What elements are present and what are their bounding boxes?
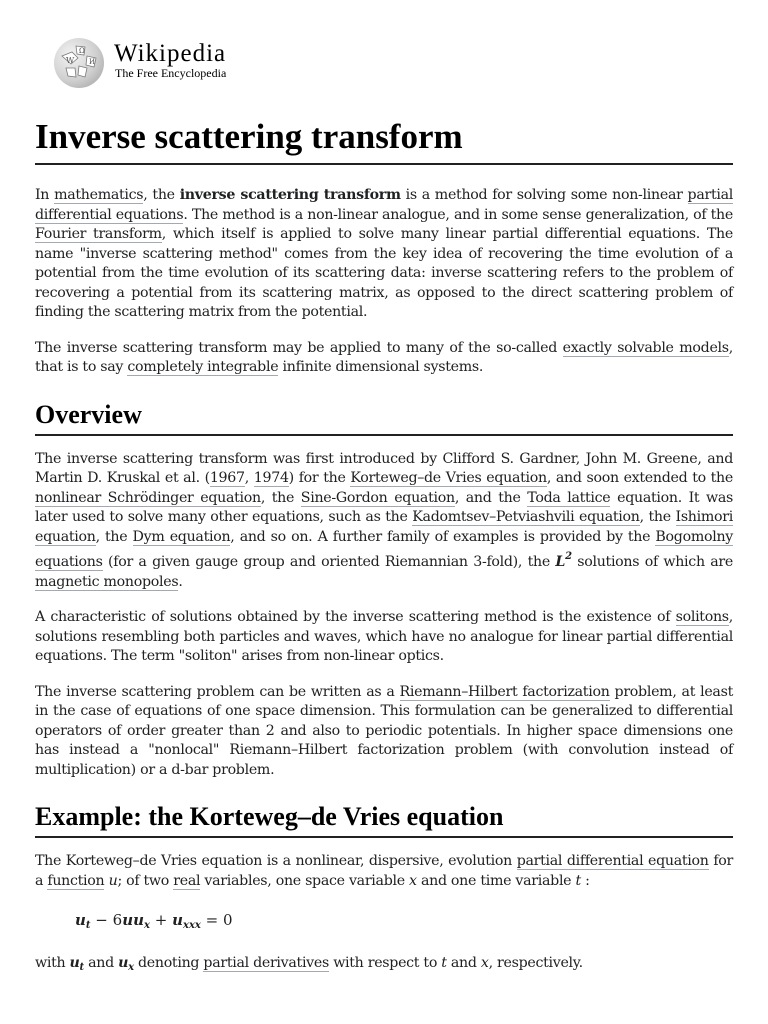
example-paragraph-1 <box>35 852 733 891</box>
text: (for a given gauge group and oriented Riemannian 3-fold), the <box>102 554 556 570</box>
example-paragraph-2 <box>35 954 733 978</box>
link-fourier-transform[interactable]: Fourier transform <box>35 226 162 242</box>
text: , solutions resembling both particles and waves, which have no analogue for linear partial differential equations. The term "soliton" arises from non-linear optics. <box>35 609 733 664</box>
wikipedia-tagline: The Free Encyclopedia <box>115 66 227 80</box>
text: , which itself is applied to solve many linear partial differential equations. The name "inverse scattering method" comes from the key idea of recovering the time evolution of a potential from the time evolution of its scattering data: inverse scattering refers to the problem of recovering a potential from its scattering matrix, as opposed to the direct scattering problem of finding the scattering matrix from the potential. <box>35 226 733 320</box>
text: , the <box>143 187 180 203</box>
link-1974[interactable]: 1974 <box>253 470 289 486</box>
link-partial-differential-equation[interactable]: partial differential equation <box>516 853 709 869</box>
eq-equals-zero: = 0 <box>200 911 233 929</box>
text: ) for the <box>288 470 351 486</box>
link-kadomtsev-petviashvili-equation[interactable]: Kadomtsev–Petviashvili equation <box>412 509 640 525</box>
page-title: Inverse scattering transform <box>35 115 733 165</box>
text: The inverse scattering transform was first introduced by Clifford S. Gardner, John M. Greene, and Martin D. Kruskal et al. ( <box>35 450 733 486</box>
text: . The method is a non-linear analogue, and in some sense generalization, of the <box>183 206 733 223</box>
link-sine-gordon-equation[interactable]: Sine-Gordon equation <box>300 489 455 506</box>
svg-text:W: W <box>66 56 75 65</box>
text: denoting <box>133 955 204 971</box>
link-korteweg-de-vries-equation[interactable]: Korteweg–de Vries equation <box>350 470 547 486</box>
article-content <box>35 115 733 978</box>
link-ishimori-equation[interactable]: Ishimori equation <box>35 509 733 545</box>
text: , the <box>95 528 133 545</box>
link-real[interactable]: real <box>173 872 201 889</box>
math-t: t <box>575 872 581 889</box>
eq-u: u <box>122 911 134 929</box>
link-partial-derivatives[interactable]: partial derivatives <box>203 955 329 971</box>
eq-minus-6: − 6 <box>90 911 123 929</box>
link-riemann-hilbert-factorization[interactable]: Riemann–Hilbert factorization <box>399 683 610 700</box>
text: , and so on. A further family of examples is provided by the <box>230 528 656 545</box>
section-heading-example: Example: the Korteweg–de Vries equation <box>35 800 733 838</box>
math-x: x <box>480 955 489 971</box>
text: , that is to say <box>35 339 733 375</box>
intro-paragraph-1 <box>35 186 733 323</box>
intro-paragraph-2 <box>35 339 733 378</box>
wikipedia-wordmark[interactable]: Wikipedia <box>114 40 227 67</box>
eq-sub-xxx: xxx <box>182 920 201 931</box>
kdv-equation <box>35 908 733 938</box>
link-completely-integrable[interactable]: completely integrable <box>127 359 279 375</box>
overview-paragraph-3 <box>35 683 733 781</box>
math-x: x <box>409 872 417 889</box>
text: with <box>35 955 70 971</box>
text: , the <box>260 489 301 506</box>
text: , <box>244 470 254 486</box>
text: and <box>446 955 481 971</box>
math-u: u <box>118 955 129 971</box>
eq-plus: + <box>149 911 173 929</box>
svg-text:И: И <box>89 58 96 66</box>
text: In <box>35 187 55 203</box>
text: ; of two <box>117 872 174 889</box>
text: infinite dimensional systems. <box>278 359 484 375</box>
math-l: L <box>555 554 566 570</box>
text: The Korteweg–de Vries equation is a nonlinear, dispersive, evolution <box>35 853 517 869</box>
text: is a method for solving some non-linear <box>400 187 688 203</box>
eq-u: u <box>172 911 183 929</box>
link-exactly-solvable-models[interactable]: exactly solvable models <box>562 339 729 356</box>
text: variables, one space variable <box>200 872 410 889</box>
text: and <box>83 955 119 971</box>
math-superscript-2: 2 <box>565 551 572 562</box>
link-toda-lattice[interactable]: Toda lattice <box>527 489 611 506</box>
text: The inverse scattering transform may be applied to many of the so-called <box>35 339 563 356</box>
link-partial-differential-equations[interactable]: partial differential equations <box>35 187 733 223</box>
text: problem, at least in the case of equations of one space dimension. This formulation can be generalized to differential operators of order greater than 2 and also to periodic potentials. In higher space dimensions one has instead a "nonlocal" Riemann–Hilbert factorization problem (with convolution instead of multiplication) or a d-bar problem. <box>35 683 733 778</box>
link-solitons[interactable]: solitons <box>675 609 729 625</box>
math-t: t <box>441 955 447 971</box>
text: , and the <box>454 489 528 506</box>
link-dym-equation[interactable]: Dym equation <box>132 528 231 545</box>
text: , and soon extended to the <box>546 470 733 486</box>
eq-u: u <box>133 911 144 929</box>
text: for a <box>35 853 733 889</box>
overview-paragraph-2 <box>35 608 733 667</box>
text: The inverse scattering problem can be written as a <box>35 683 400 700</box>
svg-text:Ω: Ω <box>79 47 85 55</box>
link-mathematics[interactable]: mathematics <box>54 187 144 203</box>
math-l2 <box>555 551 572 570</box>
text: A characteristic of solutions obtained by the inverse scattering method is the existence of <box>35 609 676 625</box>
text: with respect to <box>328 955 442 971</box>
text: , respectively. <box>488 955 583 971</box>
text: equation. It was later used to solve many other equations, such as the <box>35 489 734 525</box>
link-nonlinear-schrodinger-equation[interactable]: nonlinear Schrödinger equation <box>35 489 261 506</box>
text: : <box>580 872 590 889</box>
eq-u: u <box>75 911 86 929</box>
math-sub-x: x <box>128 962 134 973</box>
wikipedia-globe-logo[interactable] <box>54 38 104 88</box>
bold-term: inverse scattering transform <box>179 187 401 203</box>
overview-paragraph-1 <box>35 450 733 593</box>
section-heading-overview: Overview <box>35 398 733 436</box>
math-u: u <box>108 872 118 889</box>
text: , the <box>639 509 676 525</box>
link-bogomolny-equations[interactable]: Bogomolny equations <box>35 528 733 570</box>
text: and one time variable <box>416 872 576 889</box>
link-magnetic-monopoles[interactable]: magnetic monopoles <box>35 573 179 590</box>
math-u: u <box>69 955 80 971</box>
text: solutions of which are <box>571 554 733 570</box>
link-1967[interactable]: 1967 <box>209 470 245 486</box>
text: . <box>178 573 183 590</box>
link-function[interactable]: function <box>47 872 105 889</box>
eq-sub-x: x <box>144 920 150 931</box>
math-sub-t: t <box>79 962 84 973</box>
eq-sub-t: t <box>85 920 91 931</box>
